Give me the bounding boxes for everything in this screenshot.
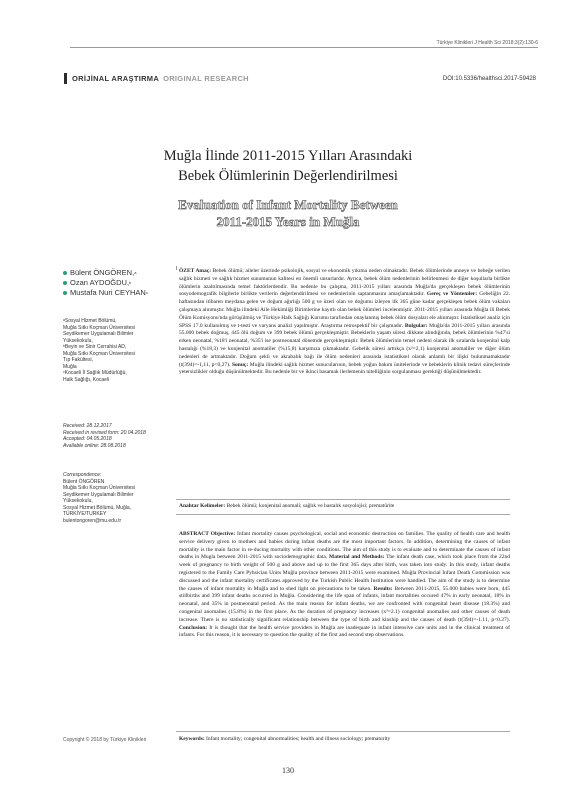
author-name: Bülent ÖNGÖREN,	[70, 268, 135, 277]
ozet-sonuc-label: Sonuç:	[230, 361, 249, 368]
ozet-amac: Bebek ölümü; aileler üzerinde psikolojik, sosyal ve ekonomik yıkıma neden olmaktadır. Bebek ölümlerinde anneye ve bebeğe verilen sağlık hizmeti ve sağlık hizmet sunumunun kalitesi en önemli unsurlardır. Ayrıca, bebek ölüm nedenlerinin belirlenmesi de diğer koşullarla birlikte ölümlerin azaltılmasında temel faktörlerdendir. Bu nedenle bu çalışma, 2011-2015 yılları arasında Muğla'da gerçekleşen bebek ölümlerinin sosyodemografik bilgilerle birlikte verilerin değerlendirilmesi ve nedenlerinin saptanmasını amaçlamaktadır.	[179, 268, 510, 298]
affiliation-line: Muğla Sıtkı Koçman Üniversitesi	[63, 350, 135, 357]
author-dot-icon	[63, 291, 67, 295]
author-dot-icon	[63, 281, 67, 285]
ozet-bulgular-label: Bulgular:	[403, 322, 428, 329]
affiliation-line: ᵇBeyin ve Sinir Cerrahisi AD,	[63, 344, 127, 350]
correspondence-label: Correspondence:	[63, 472, 102, 478]
date-line: Accepted: 04.05.2018	[63, 436, 112, 442]
ozet-sonuc: Muğla ilindeki sağlık hizmet sunucularının, bebek yoğun bakım ünitelerinde ve bebeklerin klinik tedavi süreçlerinde yetersizlikler olduğu düşünülmektedir. Bu nedenle bir ve ikinci basamak ilerlemenin nitelliğinin sorgulanması gerektiği düşünülmektedir.	[179, 361, 511, 376]
date-line: Available online: 28.08.2018	[63, 442, 126, 449]
anahtar-kelimeler	[179, 503, 510, 510]
title-turkish	[0, 146, 576, 186]
page-number: 130	[282, 766, 294, 775]
affiliation-line: ᶜKocaeli İl Sağlık Müdürlüğü,	[63, 370, 127, 376]
abstract-methods-label: Material and Methods:	[327, 554, 385, 561]
affiliation-line: Yüksekokulu,	[63, 337, 93, 344]
title-en-line-2: 2011-2015 Years in Muğla	[216, 214, 360, 229]
affiliations	[63, 318, 175, 383]
correspondence-line: Bülent ÖNGÖREN	[63, 478, 105, 485]
column-rule	[176, 266, 177, 270]
author-sup: a	[134, 270, 137, 275]
article-dates	[63, 423, 175, 449]
title-tr-line-2: Bebek Ölümlerinin Değerlendirilmesi	[178, 168, 398, 184]
author-sup: c	[145, 290, 148, 295]
author	[63, 278, 181, 288]
author-name: Ozan AYDOĞDU,	[70, 278, 130, 287]
english-abstract	[179, 531, 510, 640]
keywords-label: Keywords:	[179, 736, 205, 742]
correspondence-line: Seydikemer Uygulamalı Bilimler	[63, 491, 134, 498]
title-tr-line-1: Muğla İlinde 2011-2015 Yılları Arasındaki	[163, 148, 413, 164]
affiliation-line: ᵃSosyal Hizmet Bölümü,	[63, 318, 117, 324]
separator	[176, 499, 510, 500]
abstract-label: ABSTRACT Objective:	[179, 531, 236, 537]
correspondence-email[interactable]: bulentongoren@mu.edu.tr	[63, 517, 122, 524]
ozet-label: ÖZET Amaç:	[179, 268, 212, 274]
section-label-tr: ORİJİNAL ARAŞTIRMA	[72, 74, 160, 83]
correspondence-line: Yüksekokulu,	[63, 498, 93, 504]
section-bar	[64, 73, 67, 84]
correspondence-line: TÜRKİYE/TURKEY	[63, 511, 107, 517]
journal-header: Türkiye Klinikleri J Health Sci 2018;3(2):130-6	[436, 40, 538, 46]
affiliation-line: Tıp Fakültesi,	[63, 357, 94, 363]
section-label-en: ORIGINAL RESEARCH	[163, 74, 249, 83]
anahtar-label: Anahtar Kelimeler:	[179, 503, 226, 509]
author-name: Mustafa Nuri CEYHAN	[70, 288, 146, 297]
abstract-conclusion-label: Conclusion:	[179, 624, 208, 631]
author	[63, 268, 181, 278]
anahtar-text: Bebek ölümü; konjenital anomali; sağlık ve hastalık sosyolojisi; prematürite	[225, 503, 395, 509]
keywords-text: Infant mortality; congenital abnormalities; health and illness sociology; prematurity	[204, 736, 391, 742]
author	[63, 288, 181, 298]
abstract-methods: The infant death case, which took place from the 22nd week of pregnancy to birth weight of 500 g and above and up to the first 365 days after birth, was taken into study. In this study, infant deaths registered to the Family Care Pyhsician Units Muğla province between 2011-2015 were examined. Muğla Provincial Infant Death Commission was discussed and the infant mortality certificates approved by the Turkish Public Health Institution were handled. The aim of the study is to determine the causes of infant mortality in Muğla and to shed light on precautions to be taken.	[179, 554, 510, 592]
abstract-objective: Infant mortality causes psychological, social and economic destruction on families. The quality of health care and health service delivery given to mothers and babies during infant deaths are the most important factors. In addition, determining the causes of infant mortality is the main factor in re-ducing mortality with other conditions. The aim of this study is to evaluate and to determinate the causes of infant deaths in Mugla between 2011-2015 with sociodemographic data.	[179, 531, 510, 561]
date-line: Received in revised form: 20.04.2018	[63, 429, 146, 436]
title-en-line-1: Evaluation of Infant Mortality Between	[178, 197, 398, 212]
date-line: Received: 28.12.2017	[63, 423, 112, 429]
separator	[176, 514, 510, 515]
ozet-bulgular: Muğla'da 2011-2015 yılları arasında 55.000 bebek doğmuş, 445 ölü doğum ve 399 bebek ölümü gerçekleşmiştir. Bebeklerin yaşam süresi dikkate alındığında, bebek ölümlerinin %47'si erken neonatal, %18'i neonatal, %35'i ise postneonatal dönemde gerçekleşmiştir. Bebek ölümlerinin temel nedeni olarak ilk sıralarda konjenital kalp hastalığı (%18,3) ve konjenital anomaliler (%15,8) karşımıza çıkmaktadır. Gebelik süresi arttıkça (x²=2,1) konjenital anomaliler ve diğer ölüm nedenleri de artmaktadır. Doğum şekli ve akrabalık bağı ile ölüm nedenleri arasında istatistiksel olarak anlamlı bir ilişki bulunmamaktadır (t(394)=-1,11, p<0,27).	[179, 322, 511, 368]
affiliation-line: Halk Sağlığı, Kocaeli	[63, 376, 110, 383]
author-dot-icon	[63, 271, 67, 275]
section-label	[72, 74, 249, 83]
title-english	[0, 196, 576, 230]
affiliation-line: Muğla Sıtkı Koçman Üniversitesi	[63, 324, 135, 331]
ozet-gerec: Gebeliğin 22. haftasından itibaren meydana gelen ve doğum ağırlığı 500 g ve üzeri olan ve doğumu izleyen ilk 365 güne kadar gerçekleşen bebek ölüm vakaları çalışmaya alınmıştır. Muğla ilindeki Aile Hekimliği Birimlerine kayıtlı olan bebek ölümleri incelenmiştir. 2011-2015 yılları arasında Muğla ili Bebek Ölüm Komisyonu'nda görüşülmüş ve Türkiye Halk Sağlığı Kurumu tarafından onaylanmış bebek ölüm dosyaları ele alınmıştır. İstatistiksel analiz için SPSS 17.0 kullanılmış ve t-testi ve varyans analizi yapılmıştır. Araştırma retrospektif bir çalışmadır.	[179, 291, 510, 329]
author-sup: b	[129, 280, 132, 285]
correspondence	[63, 472, 175, 524]
doi[interactable]: DOI:10.5336/healthsci.2017-59428	[442, 76, 536, 82]
correspondence-line: Muğla Sıtkı Koçman Üniversitesi	[63, 485, 135, 491]
abstract-results-label: Results:	[371, 585, 393, 592]
keywords	[179, 736, 510, 743]
ozet-gerec-label: Gereç ve Yöntemler:	[424, 291, 478, 298]
ozet-abstract	[179, 268, 510, 377]
header-rule	[70, 47, 538, 48]
copyright: Copyright © 2018 by Türkiye Klinikleri	[63, 737, 147, 743]
affiliation-line: Muğla	[63, 363, 77, 370]
affiliation-line: Seydikemer Uygulamalı Bilimler	[63, 331, 134, 337]
abstract-conclusion: It is thought that the health service providers in Muğla are inadequate in infant intensive care units and in the clinical treatment of infants. For this reason, it is necessary to question the quality of the first and second step observations.	[179, 624, 510, 639]
separator	[176, 731, 510, 732]
abstract-results: Between 2011-2015, 55.000 babies were born, 445 stillbirths and 399 infant deaths occurred in Muğla. Considering the life span of infants, infant mortalities occured 47% in early neonatal, 18% in neonatal, and 35% in postneonatal period. As the main reason for infant deaths, we are confronted with congenital heart disease (18.3%) and congenital anomalies (15.8%) in the first place. As the duration of pregnancy increases (x²=2.1) congenital anomalies and other causes of death increase. There is no statistically significant relationship between the type of birth and kinship and the causes of death (t(394)=-1.11, p<0.27).	[179, 585, 510, 623]
author-list	[63, 268, 181, 298]
correspondence-line: Sosyal Hizmet Bölümü, Muğla,	[63, 504, 132, 511]
